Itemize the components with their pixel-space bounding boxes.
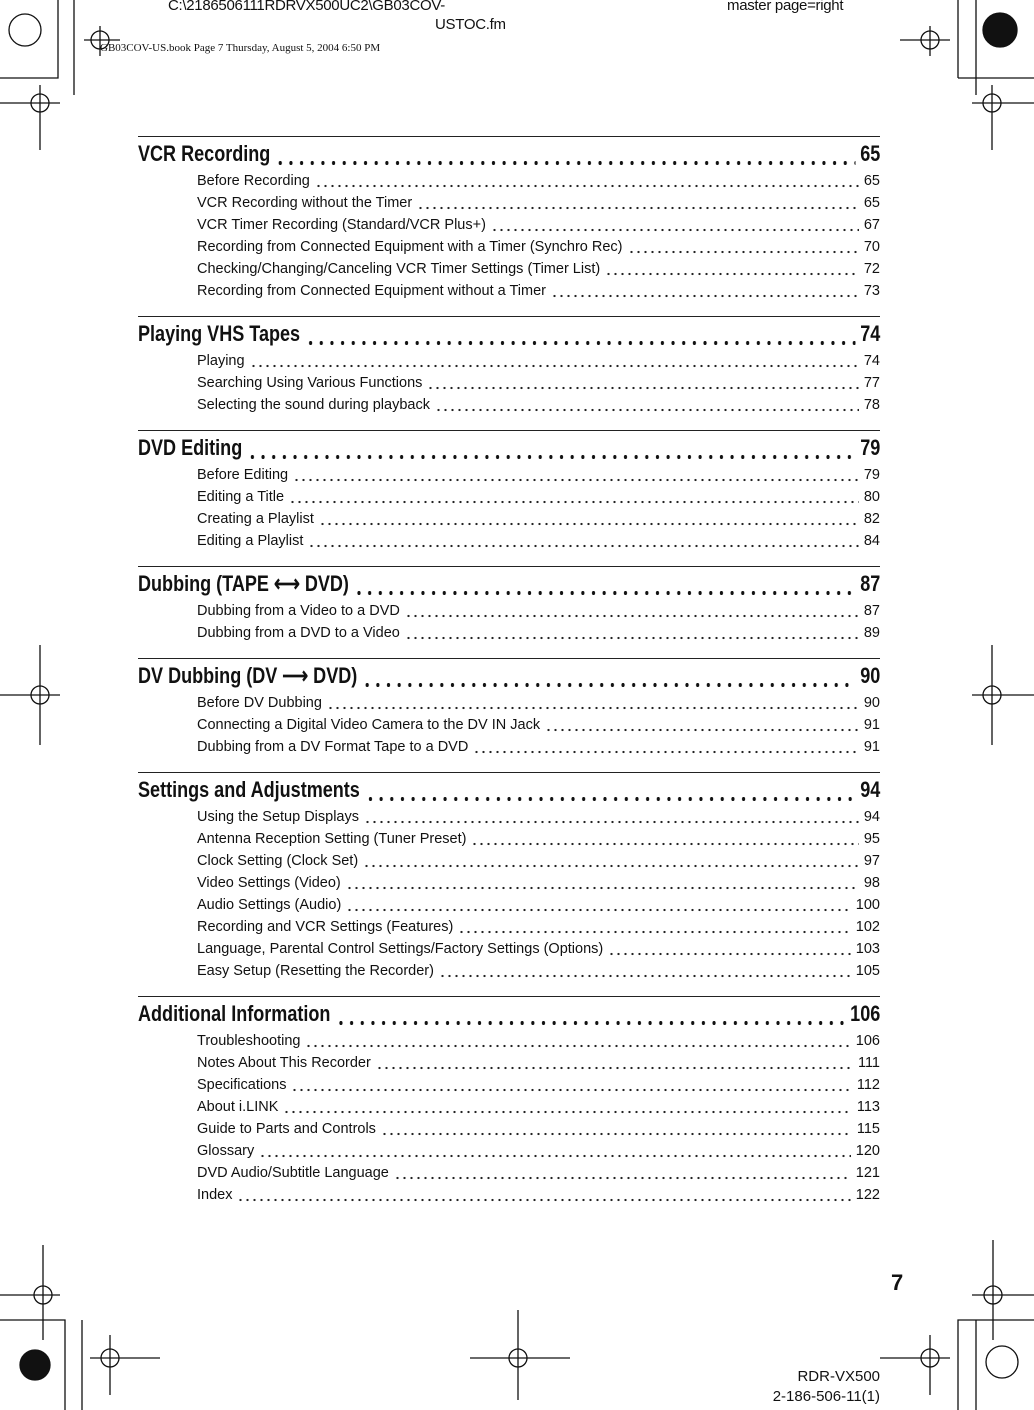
entry-page: 82 (863, 511, 880, 527)
toc-section (138, 566, 880, 644)
crosshair-icon (880, 1335, 950, 1395)
dot-leader (381, 1118, 852, 1140)
toc-entry[interactable] (197, 916, 880, 938)
registration-target-icon (20, 1350, 50, 1380)
dot-leader (405, 600, 859, 622)
dot-leader (308, 530, 858, 552)
toc-entry[interactable] (197, 214, 880, 236)
crosshair-icon (84, 26, 120, 56)
dot-leader (250, 350, 859, 372)
entry-page: 90 (863, 695, 880, 711)
crosshair-icon (90, 1335, 160, 1395)
book-info-line: GB03COV-US.book Page 7 Thursday, August 5, 2004 6:50 PM (100, 42, 381, 54)
section-heading[interactable] (138, 660, 880, 692)
section-heading[interactable] (138, 568, 880, 600)
entry-title: Index (197, 1187, 233, 1203)
entry-page: 113 (856, 1099, 880, 1115)
dot-leader (293, 464, 859, 486)
section-page: 106 (850, 1001, 881, 1026)
entry-title: Searching Using Various Functions (197, 375, 423, 391)
toc-entry[interactable] (197, 236, 880, 258)
entry-page: 65 (863, 195, 880, 211)
dot-leader (628, 236, 859, 258)
entry-page: 106 (855, 1033, 880, 1049)
entry-title: Checking/Changing/Canceling VCR Timer Settings (Timer List) (197, 261, 601, 277)
table-of-contents (138, 136, 880, 1220)
entry-page: 80 (863, 489, 880, 505)
dot-leader (435, 394, 859, 416)
entry-title: Recording from Connected Equipment with a Timer (Synchro Rec) (197, 239, 623, 255)
toc-entry[interactable] (197, 508, 880, 530)
entry-page: 105 (855, 963, 880, 979)
entry-title: Editing a Title (197, 489, 285, 505)
entry-title: Antenna Reception Setting (Tuner Preset) (197, 831, 467, 847)
file-path-line1: C:\2186506111RDRVX500UC2\GB03COV- (168, 0, 445, 14)
file-path-line2: USTOC.fm (435, 16, 506, 33)
toc-entry[interactable] (197, 872, 880, 894)
toc-entry[interactable] (197, 806, 880, 828)
toc-section (138, 996, 880, 1206)
section-heading[interactable] (138, 774, 880, 806)
master-page-label: master page=right (727, 0, 844, 14)
toc-entry[interactable] (197, 170, 880, 192)
toc-section (138, 136, 880, 302)
entry-title: Audio Settings (Audio) (197, 897, 342, 913)
toc-entry[interactable] (197, 894, 880, 916)
entry-page: 73 (863, 283, 880, 299)
toc-entry[interactable] (197, 1118, 880, 1140)
entry-page: 74 (863, 353, 880, 369)
entry-title: About i.LINK (197, 1099, 279, 1115)
dot-leader (291, 1074, 851, 1096)
entry-title: Dubbing from a Video to a DVD (197, 603, 400, 619)
entry-title: DVD Audio/Subtitle Language (197, 1165, 389, 1181)
section-title: VCR Recording (138, 141, 271, 166)
dot-leader (605, 258, 859, 280)
crosshair-icon (900, 26, 950, 56)
entry-page: 78 (863, 397, 880, 413)
dot-leader (394, 1162, 851, 1184)
registration-target-icon (986, 1346, 1018, 1378)
dot-leader (473, 736, 859, 758)
entry-title: Using the Setup Displays (197, 809, 359, 825)
section-page: 90 (860, 663, 881, 688)
entry-title: Dubbing from a DV Format Tape to a DVD (197, 739, 469, 755)
entry-title: Playing (197, 353, 245, 369)
dot-leader (471, 828, 858, 850)
toc-entry[interactable] (197, 394, 880, 416)
entry-page: 112 (856, 1077, 880, 1093)
toc-section (138, 658, 880, 758)
entry-title: Specifications (197, 1077, 287, 1093)
part-number: 2-186-506-11(1) (772, 1388, 880, 1405)
toc-entry[interactable] (197, 192, 880, 214)
section-heading[interactable] (138, 432, 880, 464)
toc-entry[interactable] (197, 280, 880, 302)
entry-page: 122 (855, 1187, 880, 1203)
entry-page: 87 (863, 603, 880, 619)
section-heading[interactable] (138, 138, 880, 170)
crosshair-icon (0, 85, 60, 150)
dot-leader (405, 622, 859, 644)
entry-title: Selecting the sound during playback (197, 397, 430, 413)
crosshair-icon (470, 1310, 570, 1400)
toc-entry[interactable] (197, 600, 880, 622)
entry-title: Before Editing (197, 467, 289, 483)
entry-title: Clock Setting (Clock Set) (197, 853, 359, 869)
entry-title: Connecting a Digital Video Camera to the DV IN Jack (197, 717, 541, 733)
section-heading[interactable] (138, 998, 880, 1030)
model-number: RDR-VX500 (797, 1368, 880, 1385)
dot-leader (275, 138, 855, 170)
dot-leader (365, 774, 856, 806)
toc-entry[interactable] (197, 714, 880, 736)
section-title: Playing VHS Tapes (138, 321, 301, 346)
toc-entry[interactable] (197, 736, 880, 758)
crosshair-icon (972, 645, 1034, 745)
dot-leader (283, 1096, 851, 1118)
section-page: 87 (860, 571, 881, 596)
entry-page: 120 (855, 1143, 880, 1159)
dot-leader (427, 372, 858, 394)
dot-leader (354, 568, 855, 600)
entry-page: 84 (863, 533, 880, 549)
toc-entry[interactable] (197, 1074, 880, 1096)
entry-page: 121 (855, 1165, 880, 1181)
dot-leader (237, 1184, 850, 1206)
entry-title: Language, Parental Control Settings/Factory Settings (Options) (197, 941, 604, 957)
crosshair-icon (972, 1240, 1034, 1340)
entry-page: 79 (863, 467, 880, 483)
entry-title: Creating a Playlist (197, 511, 314, 527)
dot-leader (247, 432, 855, 464)
page-number: 7 (891, 1270, 904, 1295)
section-page: 74 (860, 321, 881, 346)
toc-entry[interactable] (197, 258, 880, 280)
entry-page: 70 (863, 239, 880, 255)
entry-title: Glossary (197, 1143, 255, 1159)
crosshair-icon (972, 85, 1034, 150)
entry-page: 111 (857, 1055, 880, 1071)
entry-page: 97 (863, 853, 880, 869)
entry-title: Dubbing from a DVD to a Video (197, 625, 400, 641)
toc-entry[interactable] (197, 1140, 880, 1162)
section-title: DVD Editing (138, 435, 243, 460)
toc-entry[interactable] (197, 960, 880, 982)
entry-page: 100 (855, 897, 880, 913)
dot-leader (259, 1140, 851, 1162)
entry-title: Before DV Dubbing (197, 695, 322, 711)
toc-entry[interactable] (197, 622, 880, 644)
dot-leader (364, 806, 859, 828)
entry-page: 102 (855, 919, 880, 935)
toc-entry[interactable] (197, 350, 880, 372)
section-title: Dubbing (TAPE ⟷ DVD) (138, 571, 349, 596)
dot-leader (362, 660, 855, 692)
dot-leader (376, 1052, 853, 1074)
entry-page: 72 (863, 261, 880, 277)
section-page: 65 (860, 141, 881, 166)
toc-entry[interactable] (197, 486, 880, 508)
toc-entry[interactable] (197, 692, 880, 714)
dot-leader (335, 998, 845, 1030)
toc-entry[interactable] (197, 1162, 880, 1184)
toc-entry[interactable] (197, 850, 880, 872)
dot-leader (289, 486, 859, 508)
toc-entry[interactable] (197, 938, 880, 960)
entry-title: Notes About This Recorder (197, 1055, 371, 1071)
dot-leader (363, 850, 859, 872)
entry-title: Recording from Connected Equipment without a Timer (197, 283, 546, 299)
dot-leader (545, 714, 859, 736)
entry-title: Video Settings (Video) (197, 875, 341, 891)
dot-leader (458, 916, 851, 938)
toc-entry[interactable] (197, 530, 880, 552)
section-heading[interactable] (138, 318, 880, 350)
entry-page: 95 (863, 831, 880, 847)
section-page: 94 (860, 777, 881, 802)
dot-leader (439, 960, 851, 982)
toc-entry[interactable] (197, 1030, 880, 1052)
dot-leader (315, 170, 859, 192)
entry-title: VCR Recording without the Timer (197, 195, 413, 211)
dot-leader (346, 894, 851, 916)
crop-marks-top (0, 0, 1034, 95)
dot-leader (608, 938, 851, 960)
entry-page: 77 (863, 375, 880, 391)
toc-section (138, 772, 880, 982)
crosshair-icon (0, 645, 60, 745)
entry-page: 94 (863, 809, 880, 825)
entry-title: Editing a Playlist (197, 533, 304, 549)
dot-leader (327, 692, 859, 714)
entry-page: 91 (863, 717, 880, 733)
toc-entry[interactable] (197, 828, 880, 850)
toc-entry[interactable] (197, 464, 880, 486)
entry-title: Troubleshooting (197, 1033, 301, 1049)
entry-page: 65 (863, 173, 880, 189)
dot-leader (491, 214, 859, 236)
toc-section (138, 316, 880, 416)
entry-title: Recording and VCR Settings (Features) (197, 919, 454, 935)
entry-page: 89 (863, 625, 880, 641)
entry-title: Before Recording (197, 173, 310, 189)
toc-entry[interactable] (197, 1184, 880, 1206)
dot-leader (305, 1030, 850, 1052)
crosshair-icon (0, 1245, 60, 1340)
entry-page: 67 (863, 217, 880, 233)
toc-entry[interactable] (197, 1052, 880, 1074)
dot-leader (305, 318, 855, 350)
entry-page: 103 (855, 941, 880, 957)
entry-page: 91 (863, 739, 880, 755)
section-title: Additional Information (138, 1001, 331, 1026)
toc-entry[interactable] (197, 1096, 880, 1118)
entry-title: VCR Timer Recording (Standard/VCR Plus+) (197, 217, 486, 233)
dot-leader (319, 508, 859, 530)
dot-leader (551, 280, 859, 302)
entry-page: 115 (856, 1121, 880, 1137)
entry-title: Easy Setup (Resetting the Recorder) (197, 963, 434, 979)
section-page: 79 (860, 435, 881, 460)
dot-leader (346, 872, 859, 894)
toc-section (138, 430, 880, 552)
entry-title: Guide to Parts and Controls (197, 1121, 376, 1137)
section-title: DV Dubbing (DV ⟶ DVD) (138, 663, 358, 688)
registration-target-icon (983, 13, 1017, 47)
toc-entry[interactable] (197, 372, 880, 394)
registration-target-icon (9, 14, 41, 46)
entry-page: 98 (863, 875, 880, 891)
dot-leader (417, 192, 859, 214)
section-title: Settings and Adjustments (138, 777, 360, 802)
